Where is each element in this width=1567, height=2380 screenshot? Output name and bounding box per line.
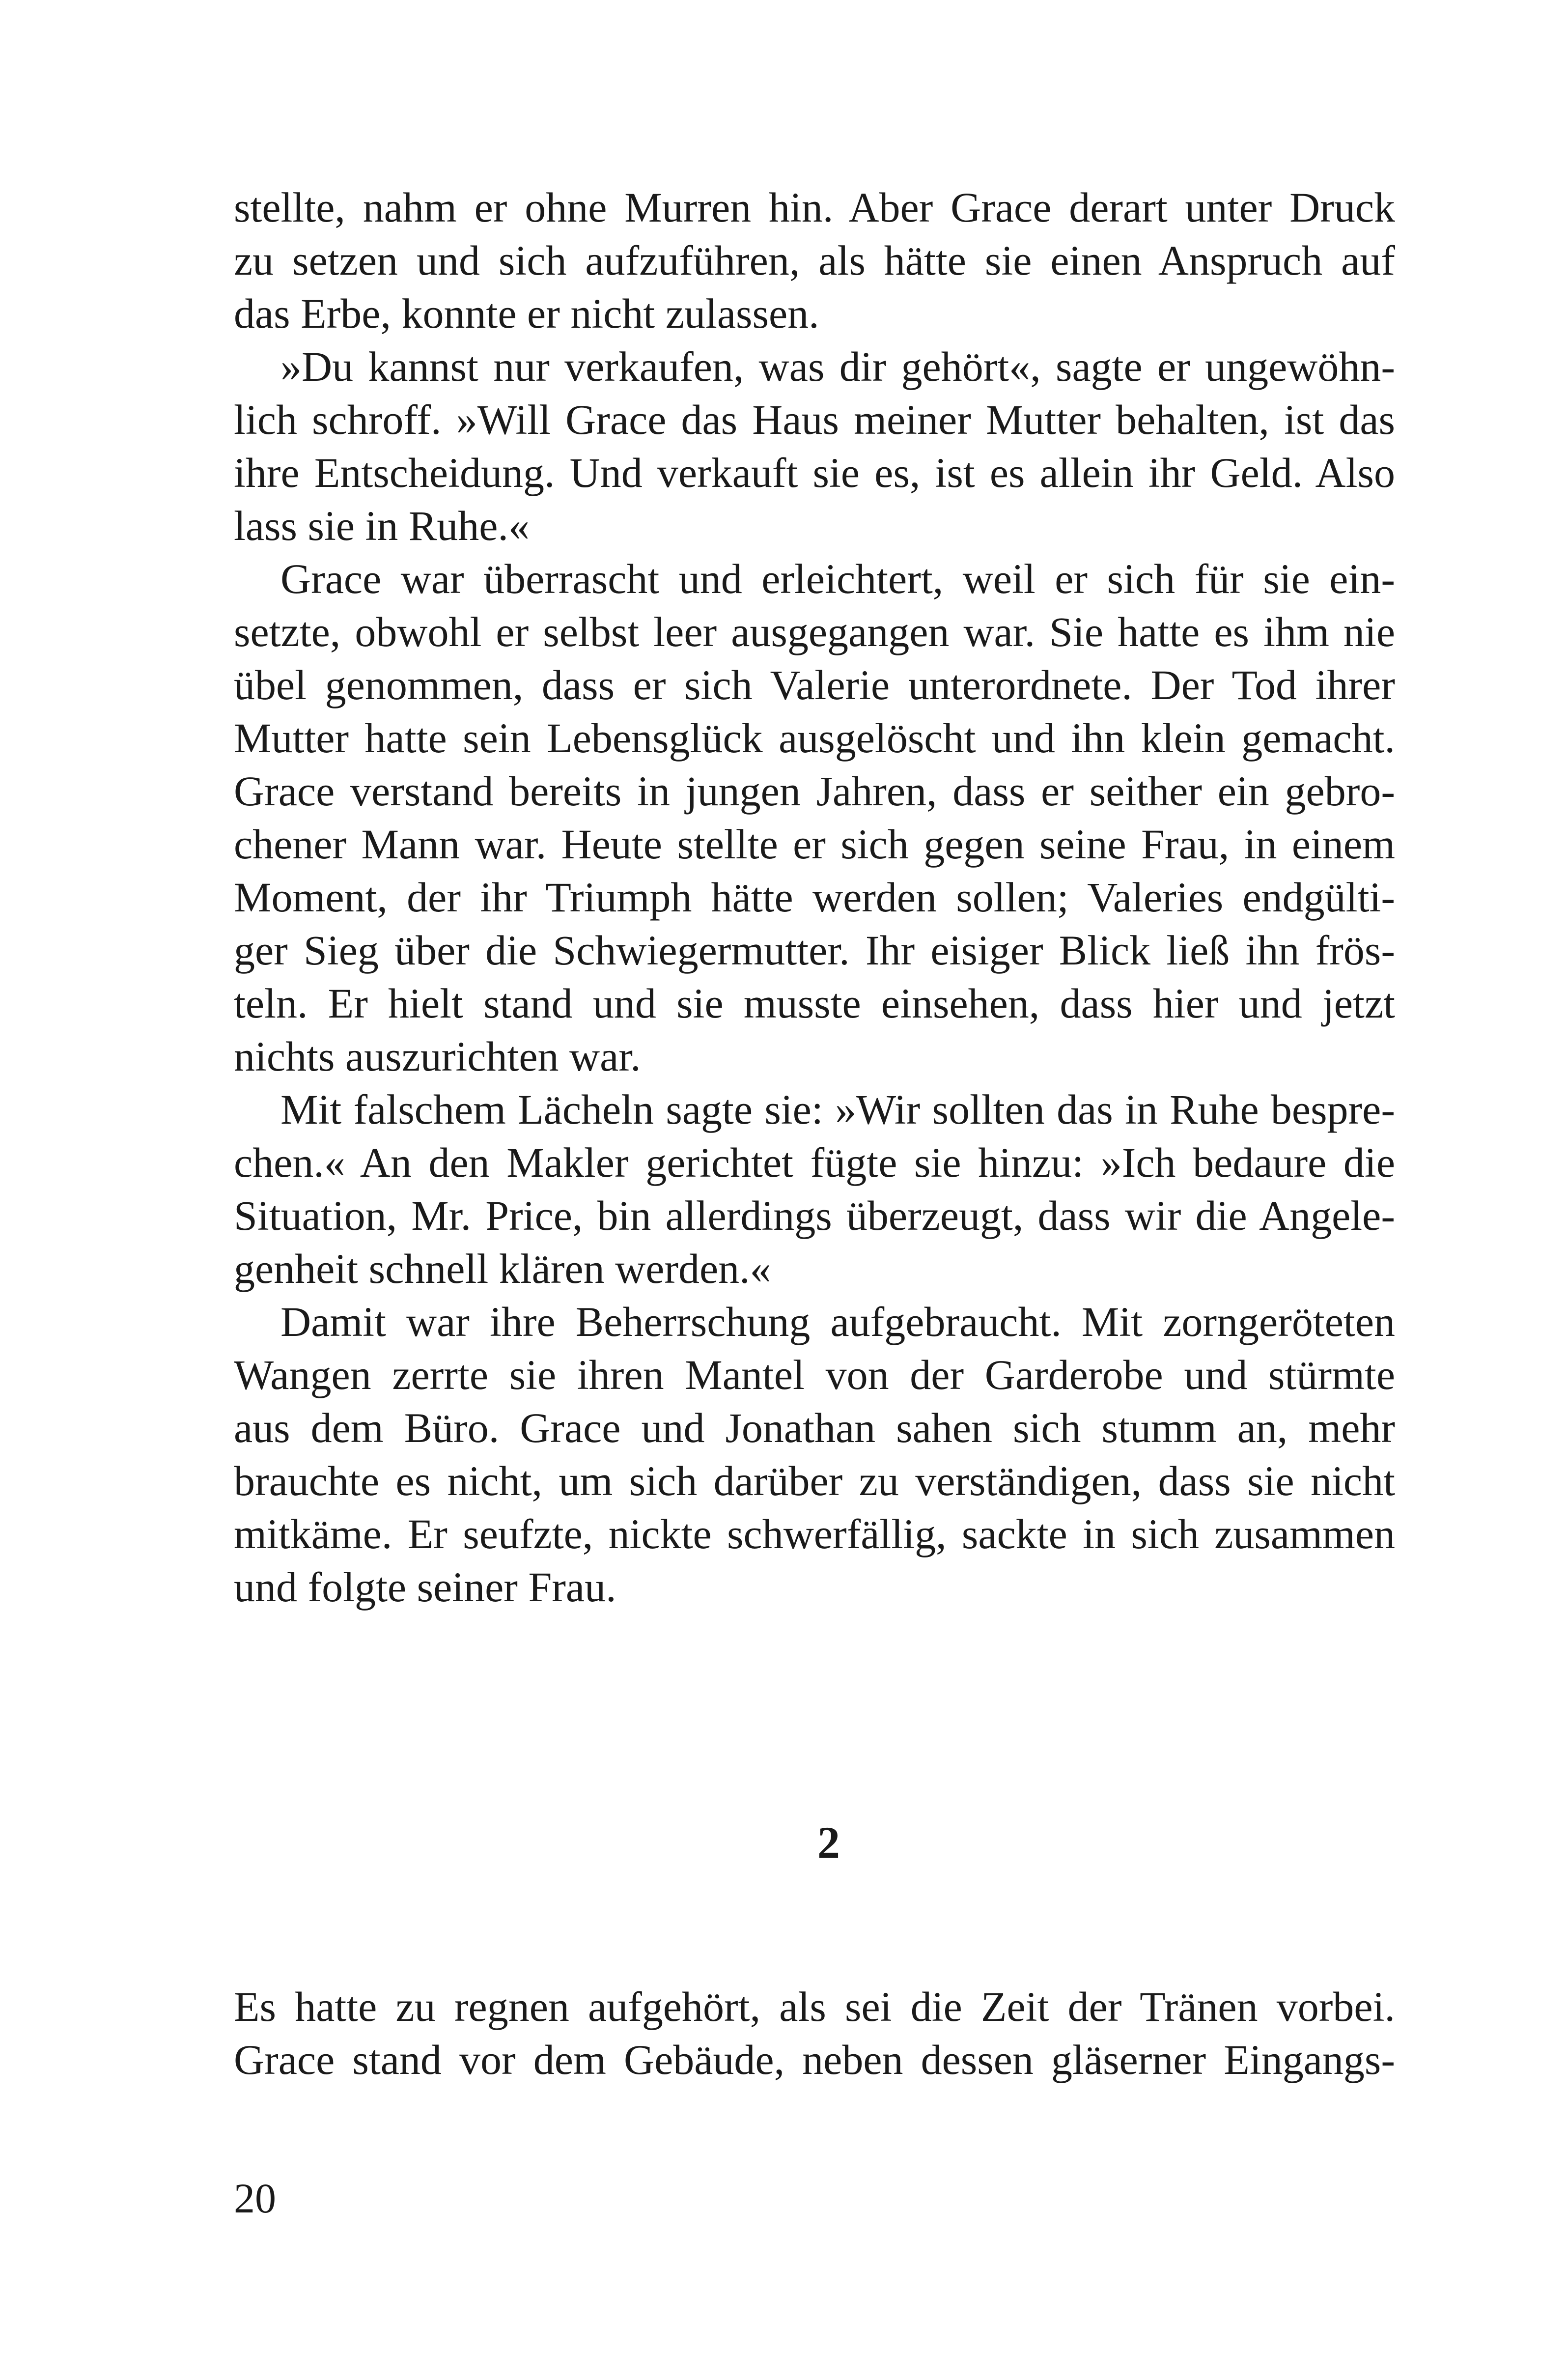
text-line: lich schroff. »Will Grace das Haus meiner Mutter behalten, ist das [234,396,1395,443]
text-line: ihre Entscheidung. Und verkauft sie es, ist es allein ihr Geld. Also [234,449,1395,496]
text-line: Es hatte zu regnen aufgehört, als sei die Zeit der Tränen vorbei. [234,1983,1395,2030]
paragraph [234,1083,1395,1295]
text-line: nichts auszurichten war. [234,1033,641,1080]
text-line: aus dem Büro. Grace und Jonathan sahen sich stumm an, mehr [234,1404,1395,1451]
text-line: setzte, obwohl er selbst leer ausgegangen war. Sie hatte es ihm nie [234,608,1395,655]
paragraph [234,1295,1395,1614]
chapter-number: 2 [817,1817,840,1868]
text-line: mitkäme. Er seufzte, nickte schwerfällig, sackte in sich zusammen [234,1510,1395,1558]
text-line: ger Sieg über die Schwiegermutter. Ihr eisiger Blick ließ ihn frös- [234,927,1395,974]
text-line: stellte, nahm er ohne Murren hin. Aber Grace derart unter Druck [234,184,1395,231]
text-line: genheit schnell klären werden.« [234,1245,771,1292]
text-line: chener Mann war. Heute stellte er sich gegen seine Frau, in einem [234,821,1395,868]
text-line: chen.« An den Makler gerichtet fügte sie hinzu: »Ich bedaure die [234,1139,1395,1186]
paragraph [234,340,1395,552]
text-line: Grace verstand bereits in jungen Jahren, dass er seither ein gebro- [234,767,1395,815]
page-number: 20 [234,2175,276,2222]
chapter-opening-text [234,1980,1395,2086]
text-line: Grace war überrascht und erleichtert, weil er sich für sie ein- [280,555,1395,602]
text-line: Situation, Mr. Price, bin allerdings überzeugt, dass wir die Angele- [234,1192,1395,1239]
text-line: Moment, der ihr Triumph hätte werden sollen; Valeries endgülti- [234,874,1395,921]
text-line: Wangen zerrte sie ihren Mantel von der Garderobe und stürmte [234,1351,1395,1398]
text-line: zu setzen und sich aufzuführen, als hätte sie einen Anspruch auf [234,237,1395,284]
paragraph [234,552,1395,1083]
text-line: teln. Er hielt stand und sie musste einsehen, dass hier und jetzt [234,980,1395,1027]
text-line: Mutter hatte sein Lebensglück ausgelöscht und ihn klein gemacht. [234,714,1395,762]
text-line: Grace stand vor dem Gebäude, neben dessen gläserner Eingangs- [234,2036,1395,2083]
text-line: Mit falschem Lächeln sagte sie: »Wir sollten das in Ruhe bespre- [280,1086,1395,1133]
paragraph [234,181,1395,340]
text-line: das Erbe, konnte er nicht zulassen. [234,290,819,337]
text-line: übel genommen, dass er sich Valerie unterordnete. Der Tod ihrer [234,661,1395,708]
text-line: lass sie in Ruhe.« [234,502,530,549]
text-line: und folgte seiner Frau. [234,1563,616,1611]
text-line: »Du kannst nur verkaufen, was dir gehört«, sagte er ungewöhn- [280,343,1395,390]
text-line: Damit war ihre Beherrschung aufgebraucht. Mit zorngeröteten [280,1298,1395,1345]
text-line: brauchte es nicht, um sich darüber zu verständigen, dass sie nicht [234,1457,1395,1504]
body-text [234,181,1395,1614]
